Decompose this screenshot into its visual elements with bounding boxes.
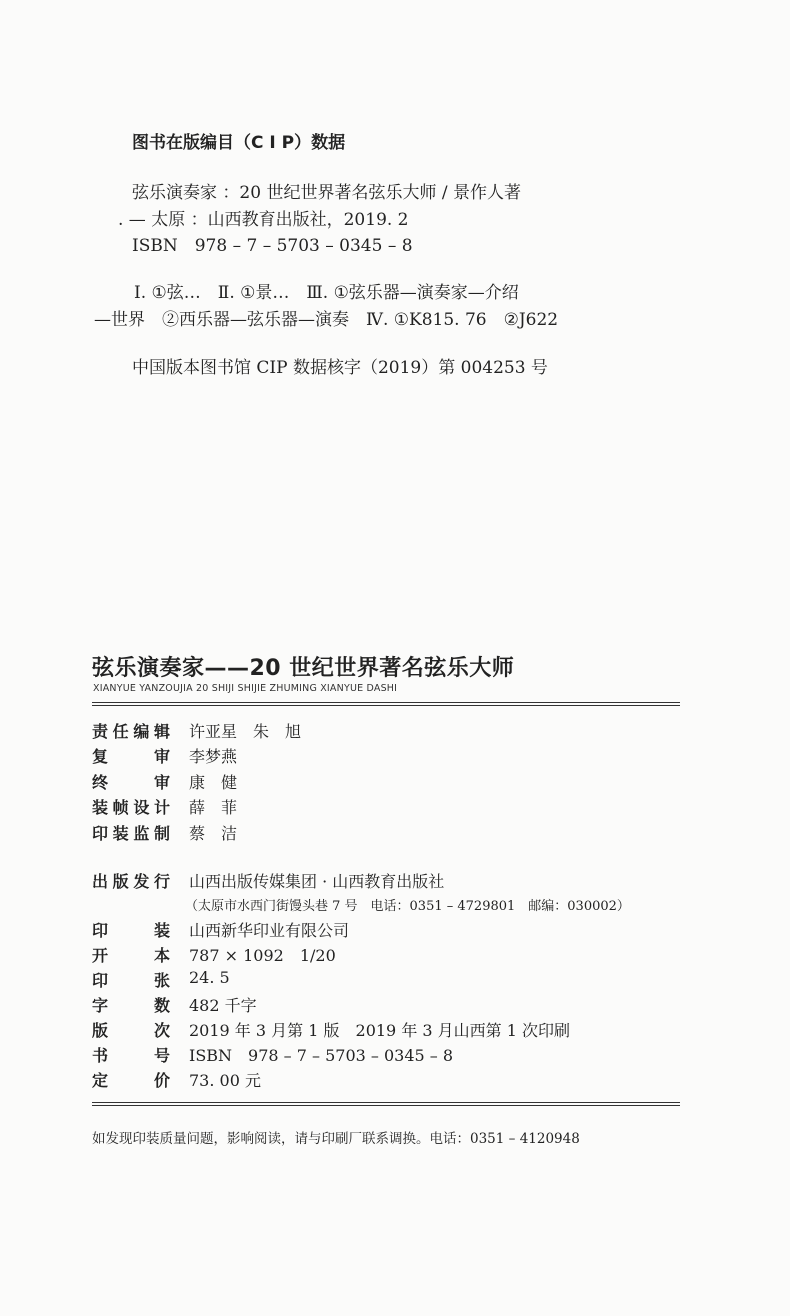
credit-label-editor: 责任编辑 (92, 722, 170, 741)
pub-value-printer: 山西新华印业有限公司 (189, 921, 350, 940)
pub-label-format: 开本 (92, 946, 170, 965)
pub-address: （太原市水西门街馒头巷 7 号 电话：0351 – 4729801 邮编：030002） (185, 899, 630, 914)
pub-label-edition: 版次 (92, 1021, 170, 1040)
credit-label-design: 装帧设计 (92, 798, 170, 817)
cip-line-classification-2: —世界 ②西乐器—弦乐器—演奏 Ⅳ. ①K815. 76 ②J622 (94, 310, 559, 330)
credit-value-final-review: 康 健 (189, 773, 238, 792)
pub-value-word-count: 482 千字 (189, 996, 257, 1015)
pub-label-book-number: 书号 (92, 1046, 170, 1065)
double-rule-bottom (92, 1102, 680, 1106)
pub-label-price: 定价 (92, 1071, 170, 1090)
pub-label-publisher: 出版发行 (92, 872, 170, 891)
pub-value-book-number: ISBN 978 – 7 – 5703 – 0345 – 8 (189, 1046, 454, 1065)
quality-notice: 如发现印装质量问题，影响阅读，请与印刷厂联系调换。电话：0351 – 4120948 (92, 1131, 580, 1147)
pub-value-price: 73. 00 元 (189, 1071, 261, 1090)
credit-label-review: 复审 (92, 747, 170, 766)
pub-label-printer: 印装 (92, 921, 170, 940)
cip-line-publisher: . — 太原 ：山西教育出版社，2019. 2 (118, 210, 409, 230)
book-title-pinyin: XIANYUE YANZOUJIA 20 SHIJI SHIJIE ZHUMING XIANYUE DASHI (93, 683, 398, 694)
credit-value-editor: 许亚星 朱 旭 (189, 722, 302, 741)
pub-label-word-count: 字数 (92, 996, 170, 1015)
pub-label-sheets: 印张 (92, 971, 170, 990)
book-title: 弦乐演奏家——20 世纪世界著名弦乐大师 (92, 656, 515, 681)
cip-heading: 图书在版编目（C I P）数据 (132, 133, 346, 153)
credit-value-print-supervisor: 蔡 洁 (189, 824, 238, 843)
credit-label-final-review: 终审 (92, 773, 170, 792)
double-rule-top (92, 702, 680, 706)
pub-value-sheets: 24. 5 (189, 968, 230, 987)
credit-label-print-supervisor: 印装监制 (92, 824, 170, 843)
cip-line-registration: 中国版本图书馆 CIP 数据核字（2019）第 004253 号 (132, 358, 548, 378)
cip-line-title: 弦乐演奏家 ：20 世纪世界著名弦乐大师 / 景作人著 (132, 183, 521, 203)
pub-value-edition: 2019 年 3 月第 1 版 2019 年 3 月山西第 1 次印刷 (189, 1021, 571, 1040)
cip-line-isbn: ISBN 978 – 7 – 5703 – 0345 – 8 (132, 236, 413, 256)
pub-value-publisher: 山西出版传媒集团 · 山西教育出版社 (189, 872, 445, 891)
pub-value-format: 787 × 1092 1/20 (189, 946, 336, 965)
credit-value-design: 薛 菲 (189, 798, 238, 817)
cip-line-classification-1: Ⅰ. ①弦… Ⅱ. ①景… Ⅲ. ①弦乐器—演奏家—介绍 (134, 283, 519, 303)
credit-value-review: 李梦燕 (189, 747, 238, 766)
